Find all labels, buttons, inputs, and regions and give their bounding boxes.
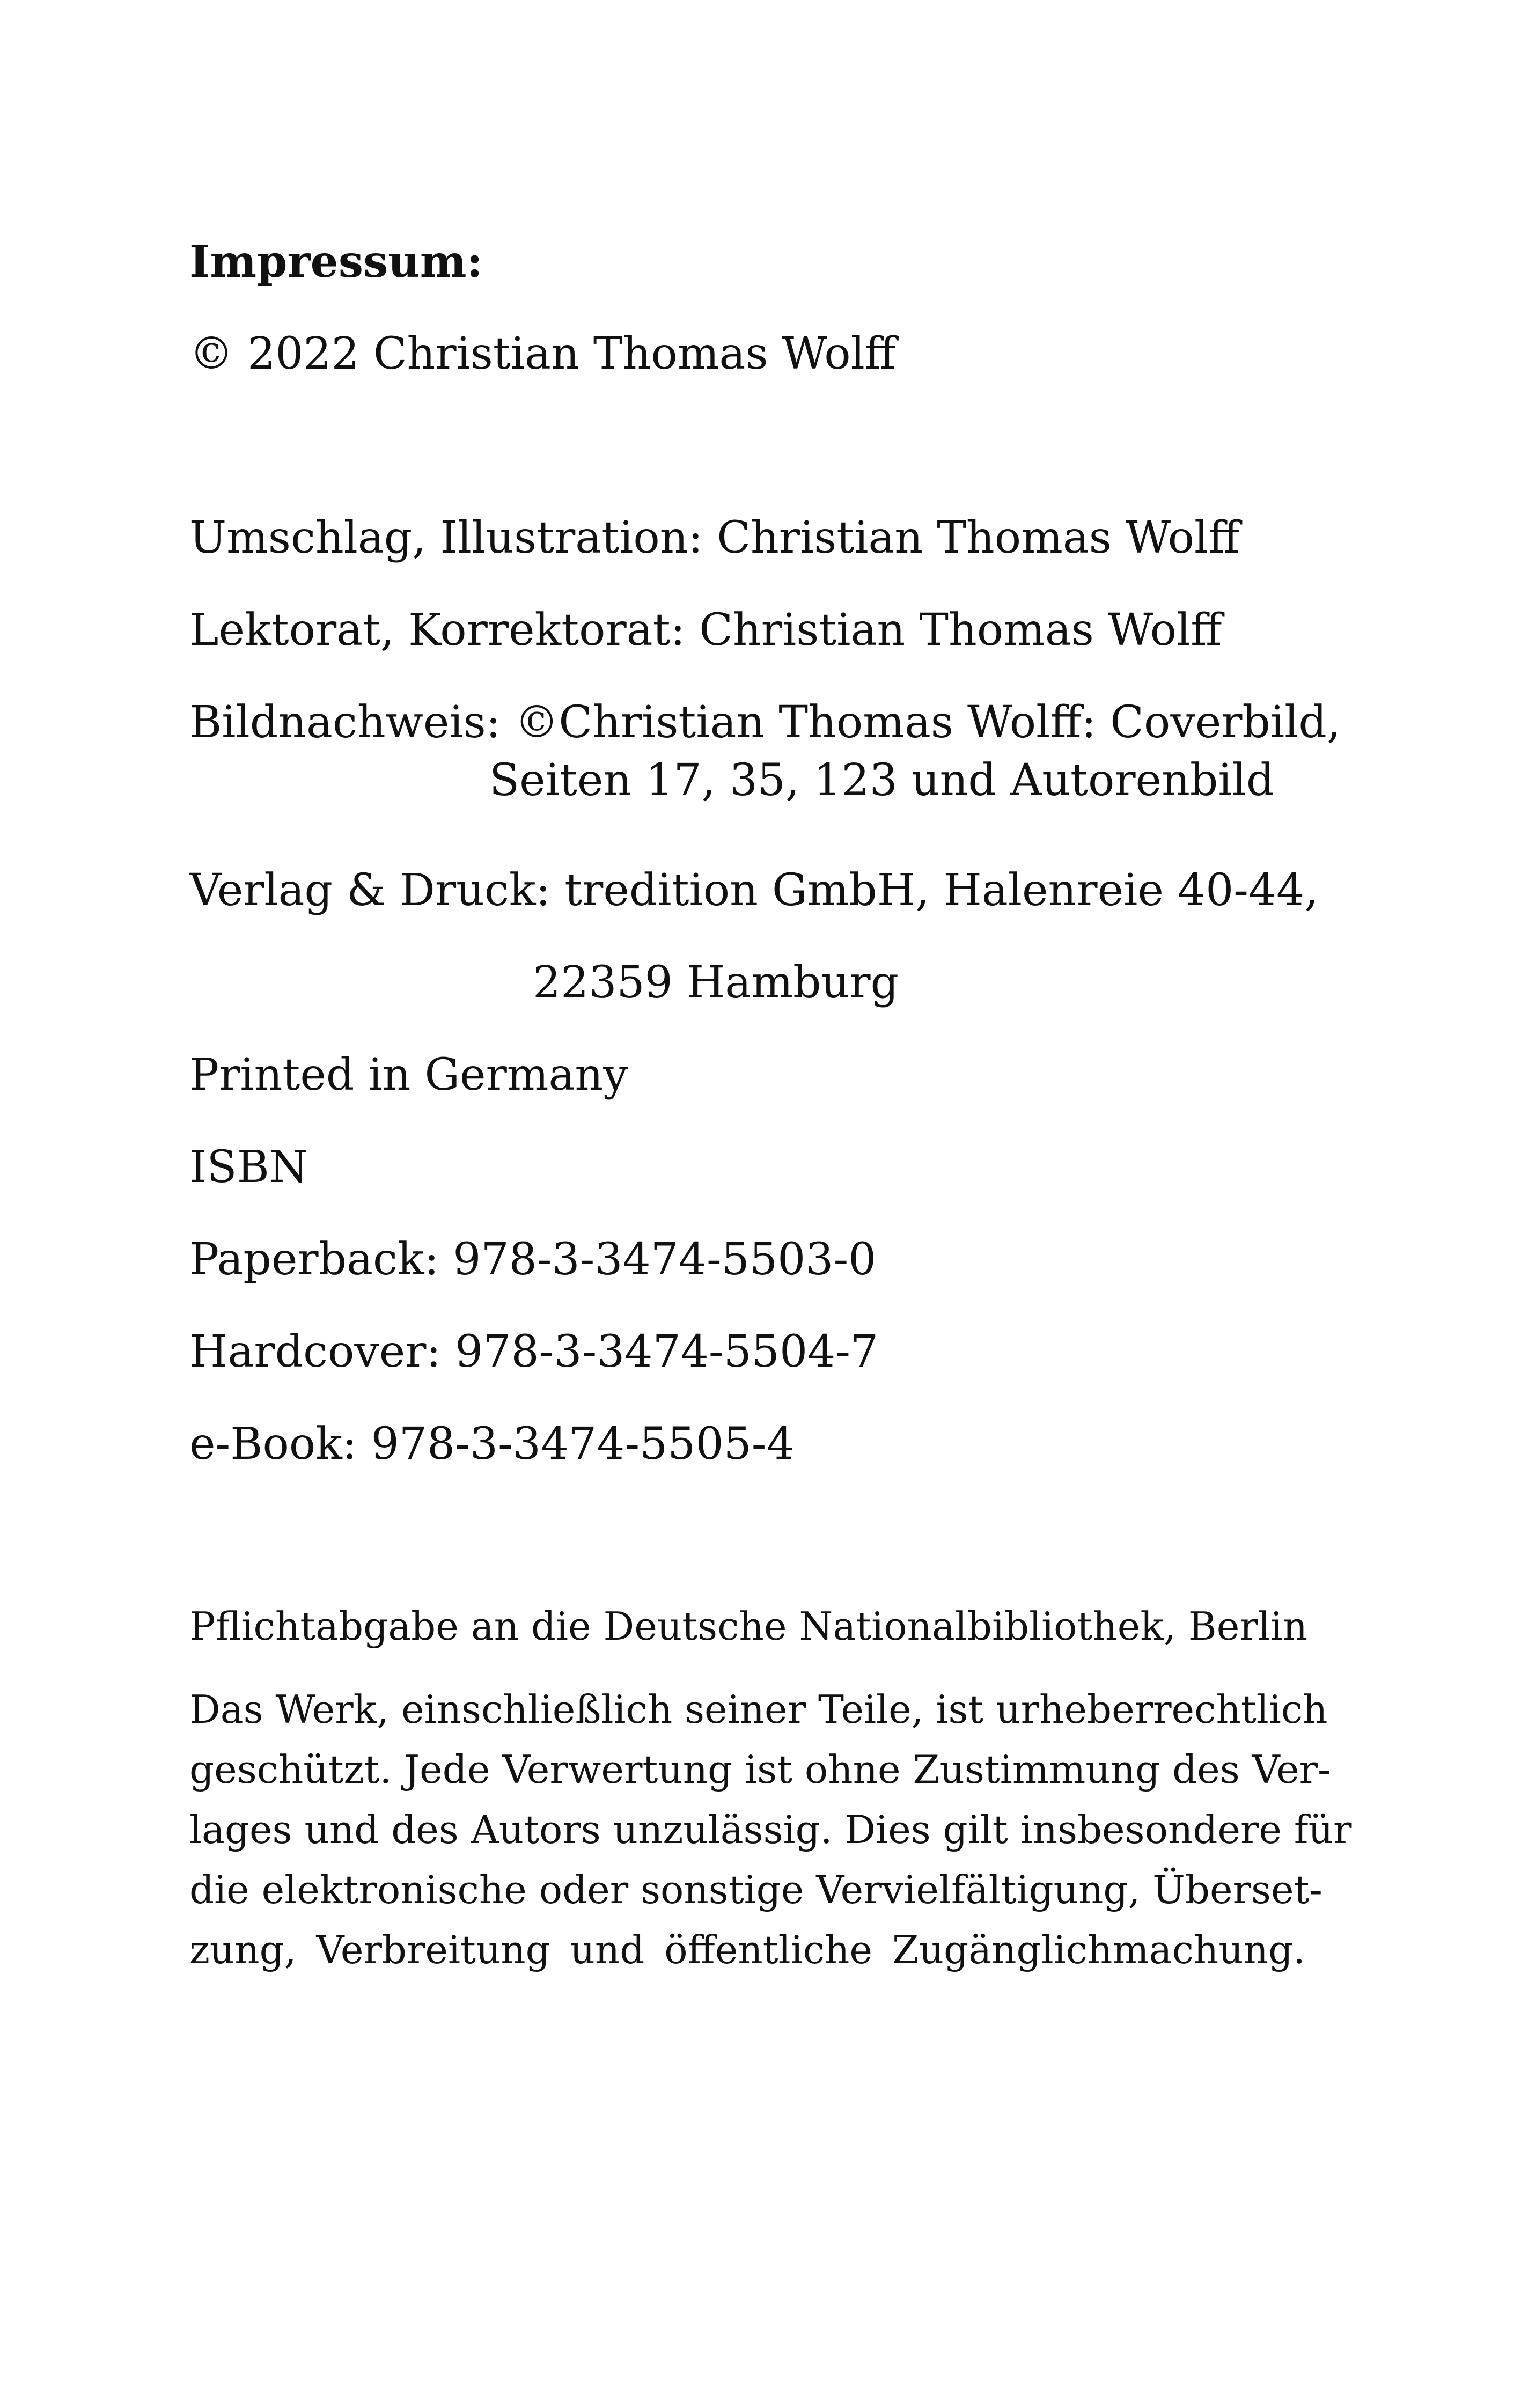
copyright-line: © 2022 Christian Thomas Wolff xyxy=(189,328,897,379)
legal-line: lages und des Autors unzulässig. Dies gilt insbesondere für xyxy=(189,1807,1352,1852)
publisher-line-1: Verlag & Druck: tredition GmbH, Halenreie 40-44, xyxy=(189,865,1319,916)
ebook-isbn: e-Book: 978-3-3474-5505-4 xyxy=(189,1419,795,1470)
paperback-isbn: Paperback: 978-3-3474-5503-0 xyxy=(189,1234,877,1285)
image-credits-line-1: Bildnachweis: ©Christian Thomas Wolff: Coverbild, xyxy=(189,697,1341,748)
copyright-notice xyxy=(189,1679,1352,1980)
isbn-label: ISBN xyxy=(189,1142,308,1193)
image-credits-line-2: Seiten 17, 35, 123 und Autorenbild xyxy=(489,755,1275,806)
legal-line: zung, Verbreitung und öffentliche Zugänglichmachung. xyxy=(189,1927,1305,1972)
legal-line: die elektronische oder sonstige Vervielfältigung, Überset- xyxy=(189,1867,1322,1912)
impressum-heading: Impressum: xyxy=(189,236,483,288)
cover-illustration-line: Umschlag, Illustration: Christian Thomas Wolff xyxy=(189,512,1240,563)
legal-line: geschützt. Jede Verwertung ist ohne Zustimmung des Ver- xyxy=(189,1747,1331,1792)
legal-line: Das Werk, einschließlich seiner Teile, ist urheberrechtlich xyxy=(189,1687,1328,1732)
editing-line: Lektorat, Korrektorat: Christian Thomas Wolff xyxy=(189,605,1222,656)
deposit-line: Pflichtabgabe an die Deutsche Nationalbibliothek, Berlin xyxy=(189,1604,1308,1649)
printed-line: Printed in Germany xyxy=(189,1049,628,1100)
hardcover-isbn: Hardcover: 978-3-3474-5504-7 xyxy=(189,1326,879,1377)
publisher-line-2: 22359 Hamburg xyxy=(533,957,899,1008)
